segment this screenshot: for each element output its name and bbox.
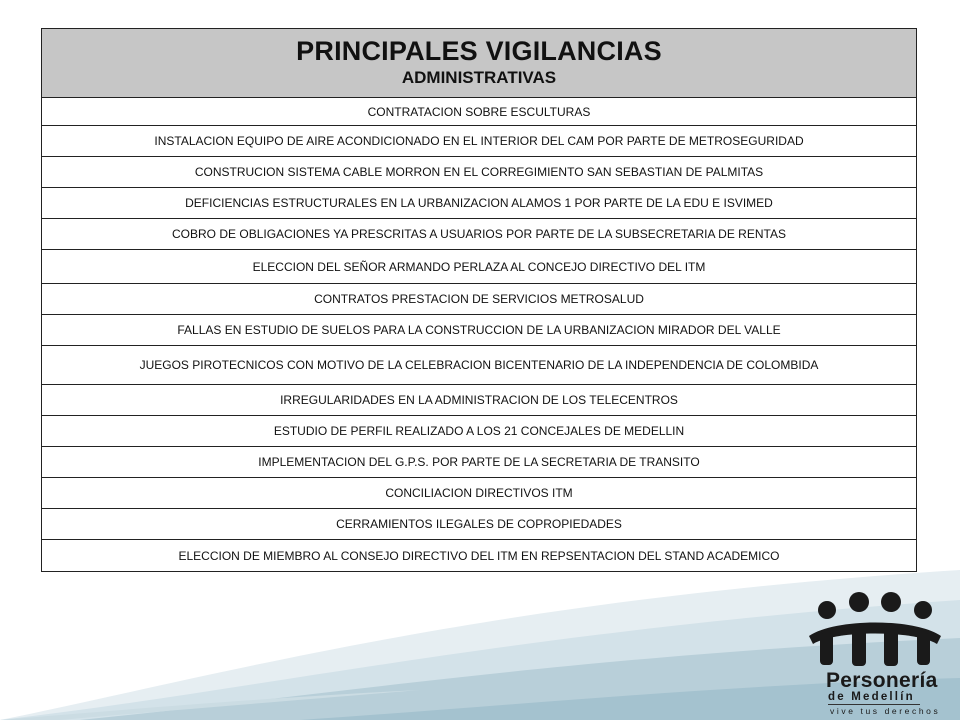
table-row: CERRAMIENTOS ILEGALES DE COPROPIEDADES: [42, 509, 916, 540]
table-row: CONTRATOS PRESTACION DE SERVICIOS METROSALUD: [42, 284, 916, 315]
table-row: ELECCION DE MIEMBRO AL CONSEJO DIRECTIVO DEL ITM EN REPSENTACION DEL STAND ACADEMICO: [178, 548, 780, 563]
table-row: CONSTRUCION SISTEMA CABLE MORRON EN EL CORREGIMIENTO SAN SEBASTIAN DE PALMITAS: [42, 157, 916, 188]
table-row: COBRO DE OBLIGACIONES YA PRESCRITAS A USUARIOS POR PARTE DE LA SUBSECRETARIA DE RENTAS: [42, 219, 916, 250]
table-row: ESTUDIO DE PERFIL REALIZADO A LOS 21 CONCEJALES DE MEDELLIN: [42, 416, 916, 447]
logo-divider: [828, 704, 920, 705]
table-row: IRREGULARIDADES EN LA ADMINISTRACION DE LOS TELECENTROS: [42, 385, 916, 416]
table-row: INSTALACION EQUIPO DE AIRE ACONDICIONADO EN EL INTERIOR DEL CAM POR PARTE DE METROSEGURIDAD: [42, 126, 916, 157]
table-row: ELECCION DEL SEÑOR ARMANDO PERLAZA AL CONCEJO DIRECTIVO DEL ITM: [42, 250, 916, 284]
table-subtitle: ADMINISTRATIVAS: [401, 68, 557, 87]
logo-tagline: vive tus derechos: [830, 706, 941, 716]
table-row: DEFICIENCIAS ESTRUCTURALES EN LA URBANIZACION ALAMOS 1 POR PARTE DE LA EDU E ISVIMED: [42, 188, 916, 219]
table-row: FALLAS EN ESTUDIO DE SUELOS PARA LA CONSTRUCCION DE LA URBANIZACION MIRADOR DEL VALLE: [42, 315, 916, 346]
logo-title: Personería: [826, 669, 938, 692]
table-row: CONCILIACION DIRECTIVOS ITM: [42, 478, 916, 509]
vigilancias-table: [41, 28, 917, 572]
table-header: [42, 29, 916, 98]
table-row: IMPLEMENTACION DEL G.P.S. POR PARTE DE LA SECRETARIA DE TRANSITO: [42, 447, 916, 478]
logo-subtitle: de Medellín: [828, 691, 915, 703]
table-row: CONTRATACION SOBRE ESCULTURAS: [42, 98, 916, 126]
table-title: PRINCIPALES VIGILANCIAS: [296, 36, 662, 66]
table-row: JUEGOS PIROTECNICOS CON MOTIVO DE LA CELEBRACION BICENTENARIO DE LA INDEPENDENCIA DE COLOMBIDA: [42, 346, 916, 385]
